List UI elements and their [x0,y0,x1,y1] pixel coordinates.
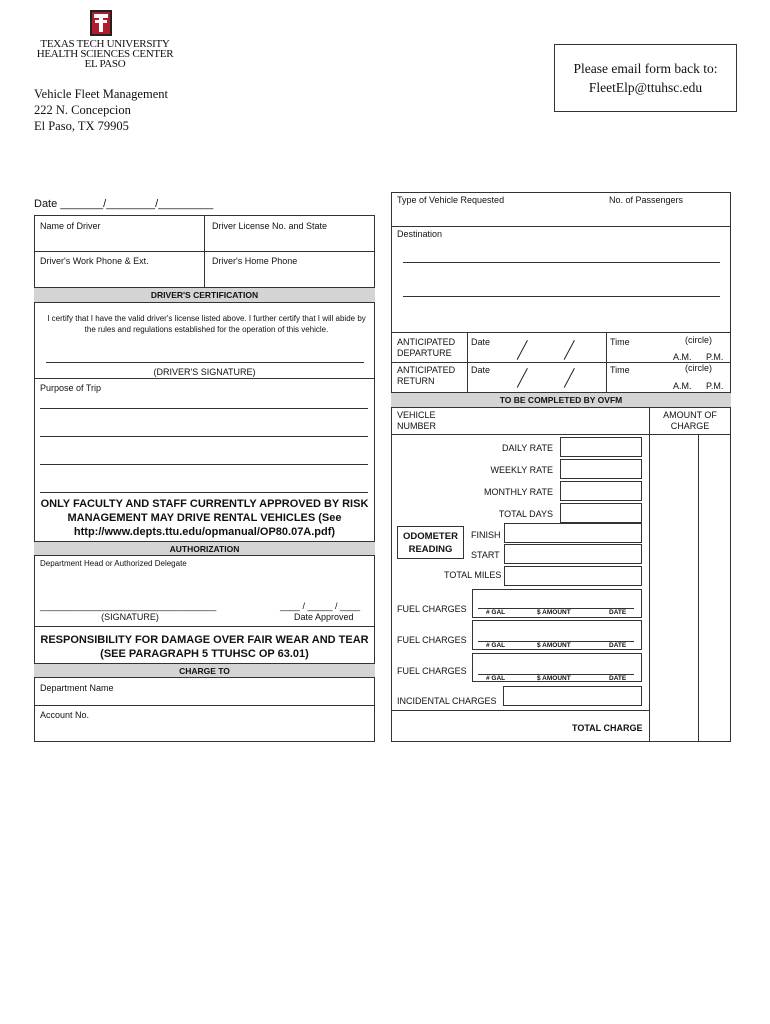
fuel-charges-3-label: FUEL CHARGES [397,666,467,676]
account-no-field[interactable]: Account No. [40,710,90,720]
fuel-1-date: DATE [609,609,627,616]
auth-header: AUTHORIZATION [34,541,375,556]
name-of-driver-field[interactable]: Name of Driver [40,221,101,231]
purpose-line-4[interactable] [40,492,368,493]
email-instruction: Please email form back to: [573,61,718,76]
fuel-3-date: DATE [609,675,627,682]
monthly-rate-label: MONTHLY RATE [483,487,553,497]
start-input[interactable] [504,544,642,564]
date-label: Date [34,198,58,210]
finish-label: FINISH [471,530,501,540]
return-pm[interactable]: P.M. [706,381,724,391]
vehicle-type-field[interactable]: Type of Vehicle Requested [397,195,505,205]
license-field[interactable]: Driver License No. and State [212,221,328,231]
purpose-line-1[interactable] [40,408,368,409]
departure-am[interactable]: A.M. [673,352,692,362]
total-days-label: TOTAL DAYS [498,509,553,519]
address-line-1: Vehicle Fleet Management [34,87,168,101]
fuel-1-gal: # GAL [486,609,506,616]
fuel-2-date: DATE [609,642,627,649]
signature-label: (SIGNATURE) [101,612,159,622]
address-block [34,86,168,134]
date-approved-label: Date Approved [294,612,354,622]
logo-line-1: TEXAS TECH UNIVERSITY [40,38,170,50]
responsibility-notice: RESPONSIBILITY FOR DAMAGE OVER FAIR WEAR AND TEAR (SEE PARAGRAPH 5 TTUHSC OP 63.01) [40,634,369,660]
date-field[interactable] [34,198,213,210]
driver-signature-label: (DRIVER'S SIGNATURE) [153,367,256,377]
purpose-line-2[interactable] [40,436,368,437]
total-charge-label: TOTAL CHARGE [572,723,643,733]
logo [30,8,220,78]
fuel-charges-1-label: FUEL CHARGES [397,604,467,614]
fuel-3-gal: # GAL [486,675,506,682]
fuel-charges-2-label: FUEL CHARGES [397,635,467,645]
departure-label: ANTICIPATED DEPARTURE [397,337,456,358]
passengers-field[interactable]: No. of Passengers [609,195,684,205]
daily-rate-input[interactable] [560,437,642,457]
fuel-2-gal: # GAL [486,642,506,649]
fuel-3-amount: $ AMOUNT [537,675,571,682]
vehicle-number-label: VEHICLE NUMBER [397,410,437,431]
destination-label: Destination [397,229,443,239]
return-date-label: Date [471,365,491,375]
weekly-rate-label: WEEKLY RATE [490,465,553,475]
departure-pm[interactable]: P.M. [706,352,724,362]
purpose-label: Purpose of Trip [40,383,102,393]
cert-header: DRIVER'S CERTIFICATION [34,287,375,303]
rental-notice: ONLY FACULTY AND STAFF CURRENTLY APPROVED BY RISK MANAGEMENT MAY DRIVE RENTAL VEHICLES (See http://www.depts.ttu.edu/opmanual/OP80.07A.pdf) [40,498,369,538]
destination-line-2[interactable] [403,296,720,297]
date-approved-blank[interactable]: ____ / _____ / ____ [280,601,361,611]
finish-input[interactable] [504,523,642,543]
total-miles-label: TOTAL MILES [444,570,502,580]
dept-head-label: Department Head or Authorized Delegate [40,559,187,568]
destination-line-1[interactable] [403,262,720,263]
email-address[interactable]: FleetElp@ttuhsc.edu [588,80,703,95]
total-days-input[interactable] [560,503,642,523]
address-line-3: El Paso, TX 79905 [34,119,129,133]
return-time-label: Time [610,365,630,375]
email-instruction-box [554,44,737,112]
start-label: START [471,550,500,560]
odometer-label: ODOMETER READING [397,526,464,559]
double-t-logo-icon [90,10,112,36]
departure-circle-label: (circle) [685,335,712,345]
amount-of-charge-label: AMOUNT OF CHARGE [663,410,717,431]
monthly-rate-input[interactable] [560,481,642,501]
date-blanks: _______/________/_________ [60,198,214,210]
weekly-rate-input[interactable] [560,459,642,479]
incidental-label: INCIDENTAL CHARGES [397,696,497,706]
dept-name-field[interactable]: Department Name [40,683,114,693]
work-phone-field[interactable]: Driver's Work Phone & Ext. [40,256,149,266]
logo-line-3: EL PASO [84,58,126,70]
total-miles-input[interactable] [504,566,642,586]
purpose-line-3[interactable] [40,464,368,465]
fuel-2-amount: $ AMOUNT [537,642,571,649]
return-circle-label: (circle) [685,363,712,373]
departure-time-label: Time [610,337,630,347]
cert-text: I certify that I have the valid driver's license listed above. I further certify that I will abide by the rules and regulations established for the operation of this vehicle. [47,314,366,334]
charge-to-header: CHARGE TO [34,663,375,678]
incidental-input[interactable] [503,686,642,706]
address-line-2: 222 N. Concepcion [34,103,131,117]
home-phone-field[interactable]: Driver's Home Phone [212,256,298,266]
logo-line-2: HEALTH SCIENCES CENTER [36,48,174,60]
daily-rate-label: DAILY RATE [501,443,553,453]
return-label: ANTICIPATED RETURN [397,365,456,386]
return-am[interactable]: A.M. [673,381,692,391]
signature-line[interactable]: _______________________________________ [40,601,216,611]
fuel-1-amount: $ AMOUNT [537,609,571,616]
ovfm-header: TO BE COMPLETED BY OVFM [391,392,731,408]
departure-date-label: Date [471,337,491,347]
